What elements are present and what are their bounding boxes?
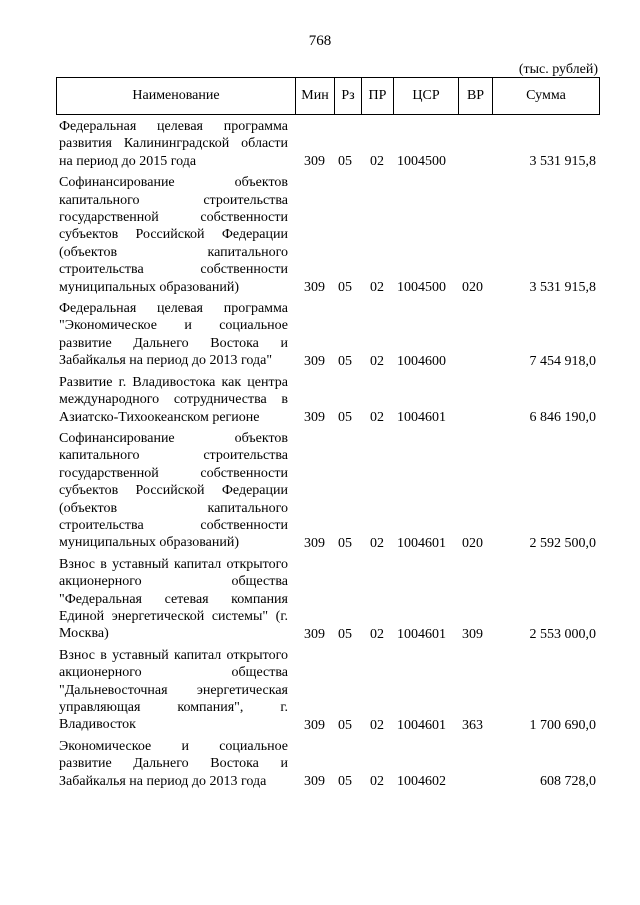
row-min: 309 [304, 154, 325, 170]
row-name: Взнос в уставный капитал открытого акционерного общества "Федеральная сетевая компания Единой энергетической системы" (г. Москва) [59, 556, 288, 642]
row-pr: 02 [370, 409, 384, 425]
row-csr: 1004601 [397, 409, 446, 425]
row-sum: 3 531 915,8 [529, 154, 596, 170]
row-sum: 2 592 500,0 [529, 535, 596, 551]
row-sum: 7 454 918,0 [529, 353, 596, 369]
row-rz: 05 [338, 154, 352, 170]
row-min: 309 [304, 774, 325, 790]
row-sum: 3 531 915,8 [529, 280, 596, 296]
units-label: (тыс. рублей) [518, 62, 598, 77]
row-name: Софинансирование объектов капитального строительства государственной собственности субъектов Российской Федерации (объектов капитального строительства собственности муниципальных образований) [59, 430, 288, 551]
row-rz: 05 [338, 717, 352, 733]
header-rz: Рз [334, 78, 361, 114]
table-row [56, 738, 600, 790]
header-sum: Сумма [492, 78, 599, 114]
row-name: Софинансирование объектов капитального строительства государственной собственности субъектов Российской Федерации (объектов капитального строительства собственности муниципальных образований) [59, 175, 288, 295]
row-name: Экономическое и социальное развитие Дальнего Востока и Забайкалья на период до 2013 года [59, 738, 288, 789]
row-sum: 1 700 690,0 [529, 717, 596, 733]
table-body [56, 118, 600, 794]
row-min: 309 [304, 409, 325, 425]
row-sum: 2 553 000,0 [529, 626, 596, 642]
table-row [56, 647, 600, 734]
header-csr: ЦСР [393, 78, 458, 114]
header-pr: ПР [361, 78, 393, 114]
row-min: 309 [304, 535, 325, 551]
row-pr: 02 [370, 626, 384, 642]
row-vr: 309 [462, 626, 483, 642]
page-number: 768 [308, 33, 332, 49]
row-rz: 05 [338, 409, 352, 425]
row-rz: 05 [338, 774, 352, 790]
row-name: Развитие г. Владивостока как центра международного сотрудничества в Азиатско-Тихоокеанском регионе [59, 374, 288, 425]
header-vr: ВР [458, 78, 492, 114]
header-min: Мин [295, 78, 334, 114]
row-csr: 1004602 [397, 774, 446, 790]
table-row [56, 374, 600, 426]
row-pr: 02 [370, 353, 384, 369]
row-rz: 05 [338, 353, 352, 369]
row-vr: 363 [462, 717, 483, 733]
row-min: 309 [304, 353, 325, 369]
row-min: 309 [304, 717, 325, 733]
row-name: Федеральная целевая программа развития Калининградской области на период до 2015 года [59, 119, 288, 169]
row-min: 309 [304, 626, 325, 642]
row-sum: 608 728,0 [540, 774, 596, 790]
table-header [56, 77, 600, 115]
row-csr: 1004601 [397, 717, 446, 733]
row-min: 309 [304, 280, 325, 296]
row-sum: 6 846 190,0 [529, 409, 596, 425]
row-rz: 05 [338, 626, 352, 642]
row-csr: 1004500 [397, 154, 446, 170]
table-row [56, 300, 600, 370]
row-csr: 1004500 [397, 280, 446, 296]
row-vr: 020 [462, 535, 483, 551]
row-pr: 02 [370, 535, 384, 551]
row-name: Взнос в уставный капитал открытого акционерного общества "Дальневосточная энергетическая управляющая компания", г. Владивосток [59, 647, 288, 733]
row-csr: 1004600 [397, 353, 446, 369]
row-name: Федеральная целевая программа "Экономическое и социальное развитие Дальнего Востока и Забайкалья на период до 2013 года" [59, 301, 288, 369]
row-pr: 02 [370, 154, 384, 170]
table-row [56, 556, 600, 643]
row-vr: 020 [462, 280, 483, 296]
row-csr: 1004601 [397, 626, 446, 642]
table-row [56, 430, 600, 552]
row-pr: 02 [370, 774, 384, 790]
table-row [56, 118, 600, 170]
row-pr: 02 [370, 717, 384, 733]
row-rz: 05 [338, 535, 352, 551]
header-name: Наименование [132, 88, 220, 103]
row-rz: 05 [338, 280, 352, 296]
table-row [56, 174, 600, 296]
row-csr: 1004601 [397, 535, 446, 551]
row-pr: 02 [370, 280, 384, 296]
